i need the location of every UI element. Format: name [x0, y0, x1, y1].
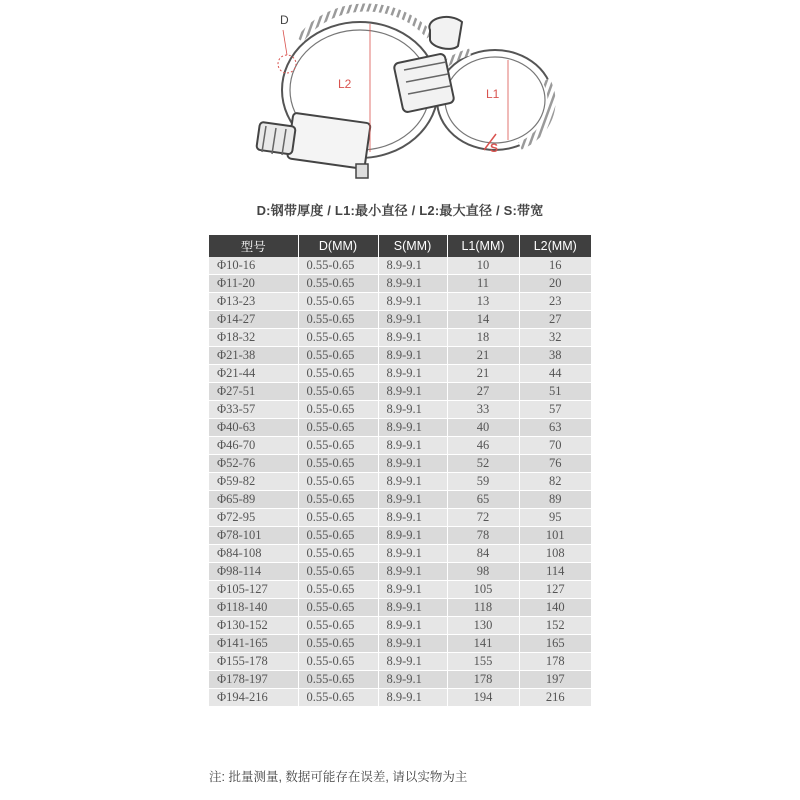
cell-s: 8.9-9.1 — [378, 437, 447, 455]
cell-model: Φ21-38 — [209, 347, 298, 365]
table-row — [209, 383, 591, 401]
cell-l1: 21 — [447, 347, 519, 365]
cell-model: Φ46-70 — [209, 437, 298, 455]
cell-l2: 27 — [519, 311, 591, 329]
table-row — [209, 599, 591, 617]
header-model: 型号 — [209, 235, 298, 257]
cell-model: Φ21-44 — [209, 365, 298, 383]
cell-s: 8.9-9.1 — [378, 635, 447, 653]
cell-l1: 155 — [447, 653, 519, 671]
label-l2: L2 — [338, 77, 352, 91]
table-row — [209, 473, 591, 491]
cell-d: 0.55-0.65 — [298, 257, 378, 275]
cell-l2: 23 — [519, 293, 591, 311]
cell-l2: 165 — [519, 635, 591, 653]
cell-s: 8.9-9.1 — [378, 581, 447, 599]
cell-s: 8.9-9.1 — [378, 491, 447, 509]
cell-d: 0.55-0.65 — [298, 419, 378, 437]
cell-l1: 18 — [447, 329, 519, 347]
table-row — [209, 653, 591, 671]
cell-s: 8.9-9.1 — [378, 509, 447, 527]
cell-l2: 178 — [519, 653, 591, 671]
cell-d: 0.55-0.65 — [298, 599, 378, 617]
cell-s: 8.9-9.1 — [378, 563, 447, 581]
cell-d: 0.55-0.65 — [298, 293, 378, 311]
cell-model: Φ33-57 — [209, 401, 298, 419]
cell-l2: 95 — [519, 509, 591, 527]
cell-s: 8.9-9.1 — [378, 689, 447, 707]
table-row — [209, 455, 591, 473]
header-d: D(MM) — [298, 235, 378, 257]
cell-model: Φ52-76 — [209, 455, 298, 473]
cell-l2: 197 — [519, 671, 591, 689]
cell-model: Φ78-101 — [209, 527, 298, 545]
cell-l2: 38 — [519, 347, 591, 365]
header-l1: L1(MM) — [447, 235, 519, 257]
cell-s: 8.9-9.1 — [378, 599, 447, 617]
cell-d: 0.55-0.65 — [298, 401, 378, 419]
cell-d: 0.55-0.65 — [298, 347, 378, 365]
cell-s: 8.9-9.1 — [378, 473, 447, 491]
cell-l2: 89 — [519, 491, 591, 509]
footnote: 注: 批量测量, 数据可能存在误差, 请以实物为主 — [209, 770, 468, 784]
cell-model: Φ105-127 — [209, 581, 298, 599]
cell-l1: 59 — [447, 473, 519, 491]
cell-l1: 194 — [447, 689, 519, 707]
cell-d: 0.55-0.65 — [298, 653, 378, 671]
cell-d: 0.55-0.65 — [298, 275, 378, 293]
table-header-row — [209, 235, 591, 257]
table-row — [209, 545, 591, 563]
cell-l1: 72 — [447, 509, 519, 527]
cell-d: 0.55-0.65 — [298, 689, 378, 707]
cell-s: 8.9-9.1 — [378, 383, 447, 401]
cell-s: 8.9-9.1 — [378, 617, 447, 635]
cell-s: 8.9-9.1 — [378, 455, 447, 473]
cell-model: Φ40-63 — [209, 419, 298, 437]
table-row — [209, 671, 591, 689]
cell-d: 0.55-0.65 — [298, 563, 378, 581]
cell-d: 0.55-0.65 — [298, 581, 378, 599]
cell-l2: 51 — [519, 383, 591, 401]
cell-l1: 130 — [447, 617, 519, 635]
cell-s: 8.9-9.1 — [378, 527, 447, 545]
cell-s: 8.9-9.1 — [378, 419, 447, 437]
cell-model: Φ59-82 — [209, 473, 298, 491]
cell-l2: 57 — [519, 401, 591, 419]
cell-l2: 70 — [519, 437, 591, 455]
table-row — [209, 617, 591, 635]
table-row — [209, 581, 591, 599]
cell-model: Φ18-32 — [209, 329, 298, 347]
cell-l2: 101 — [519, 527, 591, 545]
cell-model: Φ141-165 — [209, 635, 298, 653]
cell-l1: 21 — [447, 365, 519, 383]
cell-model: Φ13-23 — [209, 293, 298, 311]
spec-table — [209, 235, 591, 707]
hose-clamp-illustration — [200, 0, 620, 200]
cell-l2: 216 — [519, 689, 591, 707]
cell-model: Φ27-51 — [209, 383, 298, 401]
cell-d: 0.55-0.65 — [298, 527, 378, 545]
cell-l1: 141 — [447, 635, 519, 653]
cell-d: 0.55-0.65 — [298, 437, 378, 455]
cell-l1: 178 — [447, 671, 519, 689]
cell-l2: 82 — [519, 473, 591, 491]
cell-s: 8.9-9.1 — [378, 545, 447, 563]
cell-model: Φ118-140 — [209, 599, 298, 617]
table-row — [209, 365, 591, 383]
cell-d: 0.55-0.65 — [298, 383, 378, 401]
cell-s: 8.9-9.1 — [378, 347, 447, 365]
table-row — [209, 527, 591, 545]
cell-d: 0.55-0.65 — [298, 329, 378, 347]
cell-model: Φ10-16 — [209, 257, 298, 275]
cell-l2: 127 — [519, 581, 591, 599]
cell-d: 0.55-0.65 — [298, 491, 378, 509]
cell-l1: 14 — [447, 311, 519, 329]
cell-d: 0.55-0.65 — [298, 455, 378, 473]
cell-l2: 76 — [519, 455, 591, 473]
table-row — [209, 491, 591, 509]
cell-d: 0.55-0.65 — [298, 365, 378, 383]
table-row — [209, 419, 591, 437]
cell-l1: 118 — [447, 599, 519, 617]
cell-s: 8.9-9.1 — [378, 365, 447, 383]
cell-l2: 108 — [519, 545, 591, 563]
cell-model: Φ84-108 — [209, 545, 298, 563]
cell-l1: 13 — [447, 293, 519, 311]
cell-l2: 63 — [519, 419, 591, 437]
cell-d: 0.55-0.65 — [298, 617, 378, 635]
cell-l1: 11 — [447, 275, 519, 293]
label-s: S — [490, 141, 499, 155]
cell-d: 0.55-0.65 — [298, 473, 378, 491]
cell-l1: 10 — [447, 257, 519, 275]
screw-housing — [256, 113, 370, 178]
table-row — [209, 329, 591, 347]
cell-l2: 20 — [519, 275, 591, 293]
cell-s: 8.9-9.1 — [378, 653, 447, 671]
cell-l1: 78 — [447, 527, 519, 545]
table-row — [209, 275, 591, 293]
cell-model: Φ14-27 — [209, 311, 298, 329]
cell-l2: 152 — [519, 617, 591, 635]
cell-l1: 98 — [447, 563, 519, 581]
cell-d: 0.55-0.65 — [298, 635, 378, 653]
table-row — [209, 509, 591, 527]
cell-s: 8.9-9.1 — [378, 671, 447, 689]
cell-l2: 32 — [519, 329, 591, 347]
dimension-legend: D:钢带厚度 / L1:最小直径 / L2:最大直径 / S:带宽 — [256, 203, 544, 218]
cell-model: Φ11-20 — [209, 275, 298, 293]
cell-s: 8.9-9.1 — [378, 293, 447, 311]
cell-l1: 40 — [447, 419, 519, 437]
table-row — [209, 563, 591, 581]
cell-l2: 16 — [519, 257, 591, 275]
table-row — [209, 257, 591, 275]
cell-l2: 140 — [519, 599, 591, 617]
label-d: D — [280, 13, 289, 27]
cell-model: Φ65-89 — [209, 491, 298, 509]
cell-l1: 52 — [447, 455, 519, 473]
table-row — [209, 401, 591, 419]
cell-s: 8.9-9.1 — [378, 311, 447, 329]
table-row — [209, 437, 591, 455]
cell-model: Φ194-216 — [209, 689, 298, 707]
cell-l1: 33 — [447, 401, 519, 419]
table-row — [209, 635, 591, 653]
table-row — [209, 347, 591, 365]
cell-l1: 84 — [447, 545, 519, 563]
cell-d: 0.55-0.65 — [298, 509, 378, 527]
table-row — [209, 293, 591, 311]
cell-l2: 114 — [519, 563, 591, 581]
cell-s: 8.9-9.1 — [378, 257, 447, 275]
cell-d: 0.55-0.65 — [298, 311, 378, 329]
cell-l1: 105 — [447, 581, 519, 599]
label-l1: L1 — [486, 87, 500, 101]
header-s: S(MM) — [378, 235, 447, 257]
cell-l1: 65 — [447, 491, 519, 509]
cell-model: Φ72-95 — [209, 509, 298, 527]
cell-model: Φ178-197 — [209, 671, 298, 689]
cell-l2: 44 — [519, 365, 591, 383]
cell-l1: 27 — [447, 383, 519, 401]
cell-s: 8.9-9.1 — [378, 401, 447, 419]
table-row — [209, 311, 591, 329]
cell-d: 0.55-0.65 — [298, 671, 378, 689]
header-l2: L2(MM) — [519, 235, 591, 257]
cell-s: 8.9-9.1 — [378, 275, 447, 293]
cell-model: Φ155-178 — [209, 653, 298, 671]
cell-d: 0.55-0.65 — [298, 545, 378, 563]
cell-s: 8.9-9.1 — [378, 329, 447, 347]
cell-model: Φ130-152 — [209, 617, 298, 635]
cell-model: Φ98-114 — [209, 563, 298, 581]
table-row — [209, 689, 591, 707]
cell-l1: 46 — [447, 437, 519, 455]
